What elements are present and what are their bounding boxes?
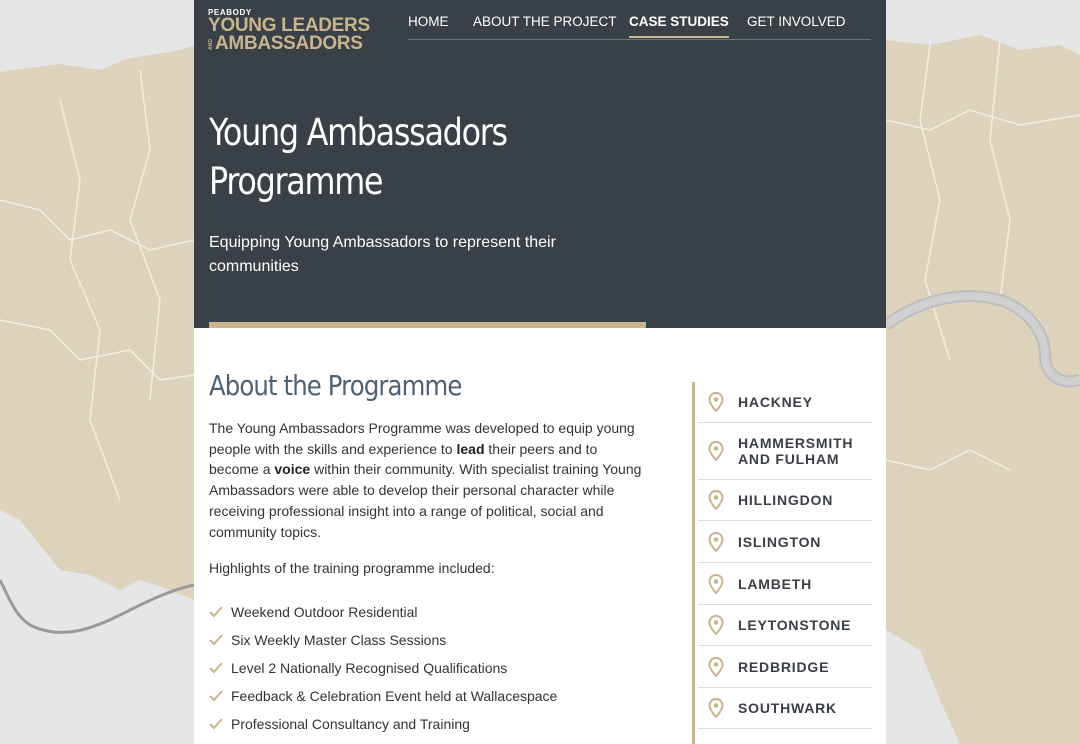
list-item-label: Six Weekly Master Class Sessions bbox=[231, 632, 447, 648]
list-item bbox=[209, 682, 557, 710]
check-icon bbox=[209, 633, 223, 647]
map-pin-icon bbox=[708, 615, 724, 635]
borough-label-line-1: HAMMERSMITH bbox=[738, 435, 854, 451]
main-nav bbox=[408, 0, 871, 40]
logo-line-ambassadors: AMBASSADORS bbox=[215, 33, 363, 54]
title-line-2: Programme bbox=[209, 160, 383, 203]
check-icon bbox=[209, 717, 223, 731]
map-pin-icon bbox=[708, 490, 724, 510]
highlights-list bbox=[209, 598, 557, 738]
main-page-column bbox=[194, 0, 886, 744]
about-text-part: their peers and to become a bbox=[209, 440, 598, 478]
borough-redbridge[interactable] bbox=[698, 646, 872, 688]
borough-leytonstone[interactable] bbox=[698, 605, 872, 646]
about-paragraph bbox=[209, 418, 649, 542]
borough-label: REDBRIDGE bbox=[738, 658, 830, 675]
borough-southwark[interactable] bbox=[698, 688, 872, 729]
borough-label-line-2: AND FULHAM bbox=[738, 451, 840, 467]
borough-hillingdon[interactable] bbox=[698, 480, 872, 521]
nav-home[interactable]: HOME bbox=[408, 14, 449, 29]
borough-islington[interactable] bbox=[698, 521, 872, 563]
logo-line-young-leaders: YOUNG LEADERS bbox=[208, 15, 370, 36]
about-bold-lead: lead bbox=[456, 440, 485, 457]
highlights-intro: Highlights of the training programme included: bbox=[209, 560, 495, 576]
borough-lambeth[interactable] bbox=[698, 563, 872, 605]
page-title bbox=[209, 108, 605, 206]
map-pin-icon bbox=[708, 392, 724, 412]
borough-label: HILLINGDON bbox=[738, 492, 834, 508]
map-region-right bbox=[886, 35, 1080, 744]
borough-label: HACKNEY bbox=[738, 394, 813, 410]
hero-accent-bar bbox=[209, 322, 646, 328]
borough-hackney[interactable] bbox=[698, 382, 872, 423]
borough-label: LEYTONSTONE bbox=[738, 617, 852, 633]
hero-header bbox=[194, 0, 886, 328]
check-icon bbox=[209, 605, 223, 619]
map-pin-icon bbox=[708, 657, 724, 677]
nav-get-involved[interactable]: GET INVOLVED bbox=[747, 14, 846, 29]
site-logo[interactable] bbox=[208, 8, 370, 53]
list-item-label: Weekend Outdoor Residential bbox=[231, 604, 418, 620]
logo-and: AND bbox=[208, 38, 214, 50]
map-pin-icon bbox=[708, 574, 724, 594]
nav-case-studies[interactable]: CASE STUDIES bbox=[629, 14, 729, 38]
list-item bbox=[209, 710, 557, 738]
list-item-label: Professional Consultancy and Training bbox=[231, 716, 470, 732]
logo-line-peabody: PEABODY bbox=[208, 8, 252, 17]
list-item-label: Level 2 Nationally Recognised Qualifications bbox=[231, 660, 508, 676]
about-bold-voice: voice bbox=[274, 461, 311, 478]
list-item-label: Feedback & Celebration Event held at Wallacespace bbox=[231, 688, 558, 704]
about-heading: About the Programme bbox=[209, 369, 462, 402]
list-item bbox=[209, 626, 557, 654]
check-icon bbox=[209, 661, 223, 675]
map-pin-icon bbox=[708, 532, 724, 552]
title-line-1: Young Ambassadors bbox=[209, 111, 507, 154]
borough-label: SOUTHWARK bbox=[738, 700, 837, 716]
borough-list bbox=[692, 382, 875, 744]
list-item bbox=[209, 598, 557, 626]
borough-label: ISLINGTON bbox=[738, 533, 822, 550]
about-text-part: within their community. With specialist training Young Ambassadors were able to develop their personal character while receiving professional insight into a range of political, social and community topics. bbox=[209, 461, 642, 540]
borough-label bbox=[738, 435, 853, 467]
borough-hammersmith-and-fulham[interactable] bbox=[698, 423, 872, 480]
page-subtitle: Equipping Young Ambassadors to represent their communities bbox=[209, 234, 556, 275]
about-text-part: The Young Ambassadors Programme was developed to equip young people with the skills and experience to bbox=[209, 420, 635, 457]
borough-label: LAMBETH bbox=[738, 575, 813, 592]
map-pin-icon bbox=[708, 698, 724, 718]
nav-about-the-project[interactable]: ABOUT THE PROJECT bbox=[473, 14, 617, 29]
check-icon bbox=[209, 689, 223, 703]
map-pin-icon bbox=[708, 441, 724, 461]
list-item bbox=[209, 654, 557, 682]
